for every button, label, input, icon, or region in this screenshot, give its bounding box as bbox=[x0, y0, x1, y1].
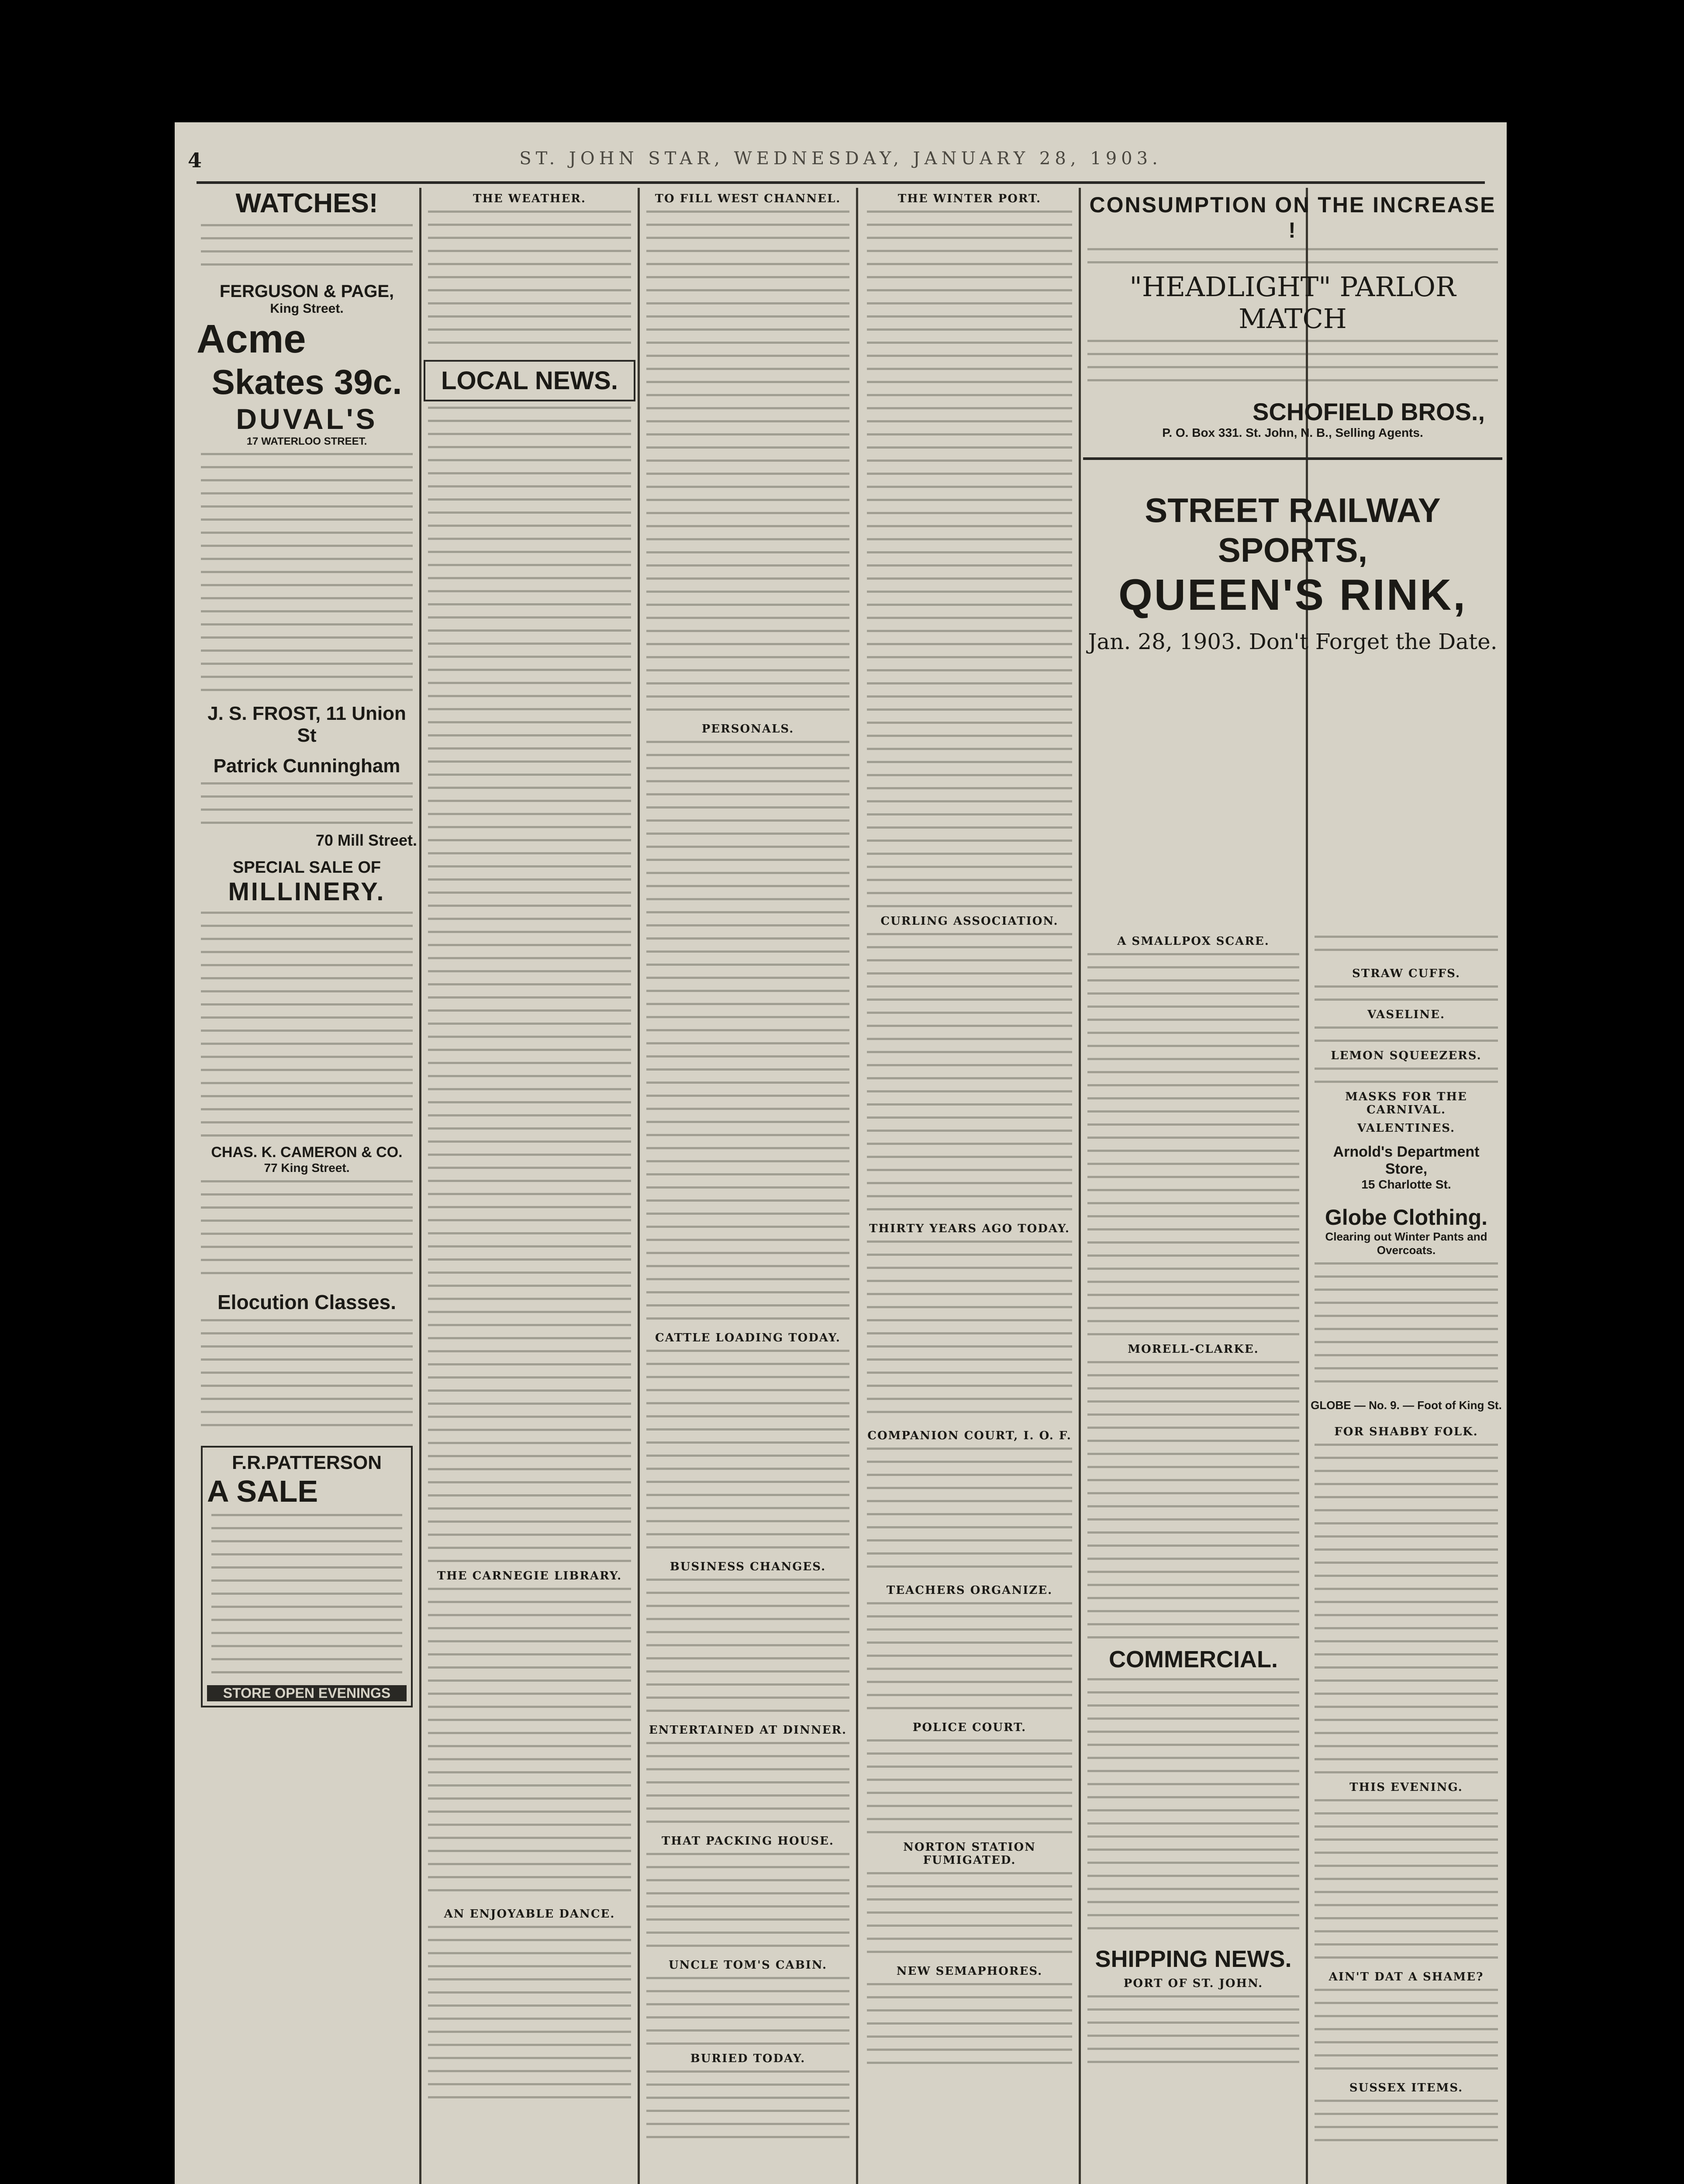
lemon-heading: LEMON SQUEEZERS. bbox=[1331, 1049, 1482, 1062]
dance-heading: AN ENJOYABLE DANCE. bbox=[444, 1908, 615, 1921]
shame-heading: AIN'T DAT A SHAME? bbox=[1329, 1970, 1484, 1984]
text-block bbox=[867, 1448, 1072, 1579]
text-block bbox=[201, 224, 413, 276]
companion-court-heading: COMPANION COURT, I. O. F. bbox=[867, 1429, 1072, 1442]
king-street-label: King Street. bbox=[270, 301, 344, 316]
page-number: 4 bbox=[188, 149, 202, 172]
column-rule bbox=[419, 188, 421, 2184]
street-railway-sports: STREET RAILWAY SPORTS, bbox=[1145, 491, 1441, 569]
text-block bbox=[1087, 1995, 1299, 2065]
valentines-heading: VALENTINES. bbox=[1357, 1122, 1456, 1135]
column-rule bbox=[1079, 188, 1081, 2184]
smallpox-heading: A SMALLPOX SCARE. bbox=[1117, 935, 1270, 948]
ads-column bbox=[197, 188, 417, 2184]
waterloo-address: 17 WATERLOO STREET. bbox=[246, 435, 367, 447]
text-block bbox=[1315, 985, 1498, 1003]
acme-ad: Acme bbox=[197, 317, 306, 361]
watches-ad-title: WATCHES! bbox=[235, 188, 378, 218]
shipping-news-heading: SHIPPING NEWS. bbox=[1095, 1946, 1292, 1972]
ferguson-page-ad: FERGUSON & PAGE, bbox=[219, 282, 394, 301]
column-rule bbox=[856, 188, 858, 2184]
frost-ad: J. S. FROST, 11 Union St bbox=[207, 703, 406, 746]
text-block bbox=[867, 1241, 1072, 1424]
text-block bbox=[867, 933, 1072, 1217]
semaphores-heading: NEW SEMAPHORES. bbox=[896, 1965, 1043, 1978]
text-block bbox=[1087, 340, 1498, 392]
business-heading: BUSINESS CHANGES. bbox=[669, 1560, 826, 1573]
duvals-ad: DUVAL'S bbox=[236, 403, 378, 435]
text-block bbox=[646, 1350, 849, 1555]
news-column-4 bbox=[863, 188, 1077, 2184]
text-block bbox=[428, 1588, 631, 1902]
masthead-rule bbox=[197, 181, 1485, 184]
personals-heading: PERSONALS. bbox=[701, 722, 794, 736]
sussex-heading: SUSSEX ITEMS. bbox=[1349, 2081, 1463, 2094]
norton-heading: NORTON STATION FUMIGATED. bbox=[903, 1841, 1036, 1867]
text-block bbox=[211, 1514, 402, 1680]
local-news-column bbox=[424, 188, 635, 2184]
newspaper-page bbox=[175, 122, 1507, 2184]
text-block bbox=[1315, 1026, 1498, 1044]
text-block bbox=[1315, 1989, 1498, 2076]
carnegie-heading: THE CARNEGIE LIBRARY. bbox=[437, 1569, 622, 1583]
headlight-match-ad: "HEADLIGHT" PARLOR MATCH bbox=[1129, 271, 1456, 335]
text-block bbox=[867, 1602, 1072, 1716]
patterson-ad bbox=[201, 1446, 413, 1707]
vaseline-heading: VASELINE. bbox=[1367, 1008, 1445, 1021]
packing-heading: THAT PACKING HOUSE. bbox=[662, 1835, 834, 1848]
text-block bbox=[201, 782, 413, 826]
news-column-3 bbox=[642, 188, 854, 2184]
text-block bbox=[646, 2070, 849, 2149]
king-street-address: 77 King Street. bbox=[264, 1161, 350, 1175]
commercial-heading: COMMERCIAL. bbox=[1109, 1646, 1278, 1673]
text-block bbox=[646, 1977, 849, 2047]
text-block bbox=[1087, 248, 1498, 266]
text-block bbox=[1315, 2100, 1498, 2152]
text-block bbox=[1315, 1262, 1498, 1393]
text-block bbox=[201, 1319, 413, 1433]
teachers-heading: TEACHERS ORGANIZE. bbox=[886, 1584, 1053, 1597]
text-block bbox=[201, 1180, 413, 1285]
ads-column-6 bbox=[1310, 930, 1502, 2184]
schofield-bros: SCHOFIELD BROS., bbox=[1252, 398, 1485, 425]
queens-rink: QUEEN'S RINK, bbox=[1118, 570, 1467, 619]
store-open-banner: STORE OPEN EVENINGS bbox=[207, 1685, 407, 1701]
text-block bbox=[1315, 1068, 1498, 1085]
text-block bbox=[1315, 936, 1498, 962]
straw-cuffs-heading: STRAW CUFFS. bbox=[1352, 967, 1461, 980]
shabby-heading: FOR SHABBY FOLK. bbox=[1334, 1425, 1478, 1438]
text-block bbox=[646, 1579, 849, 1718]
text-block bbox=[646, 741, 849, 1326]
special-sale-label: SPECIAL SALE OF bbox=[232, 858, 381, 877]
mill-street-address: 70 Mill Street. bbox=[315, 831, 417, 849]
divider bbox=[1083, 457, 1502, 460]
charlotte-address: 15 Charlotte St. bbox=[1361, 1178, 1451, 1191]
event-date: Jan. 28, 1903. Don't Forget the Date. bbox=[1088, 629, 1498, 654]
weather-heading: THE WEATHER. bbox=[473, 192, 586, 205]
text-block bbox=[646, 1853, 849, 1953]
text-block bbox=[1315, 1799, 1498, 1965]
globe-clothing: Globe Clothing. bbox=[1325, 1205, 1488, 1230]
text-block bbox=[867, 1983, 1072, 2070]
text-block bbox=[428, 211, 631, 355]
elocution-ad: Elocution Classes. bbox=[217, 1291, 396, 1313]
text-block bbox=[1315, 1444, 1498, 1776]
text-block bbox=[1087, 953, 1299, 1337]
text-block bbox=[646, 1742, 849, 1829]
text-block bbox=[201, 453, 413, 698]
patterson-name: F.R.PATTERSON bbox=[231, 1452, 382, 1473]
text-block bbox=[1087, 1361, 1299, 1641]
sale-heading: A SALE bbox=[207, 1474, 318, 1508]
skates-price: Skates 39c. bbox=[211, 363, 402, 401]
uncle-tom-heading: UNCLE TOM'S CABIN. bbox=[668, 1959, 827, 1972]
clearing-out: Clearing out Winter Pants and Overcoats. bbox=[1325, 1230, 1487, 1257]
text-block bbox=[867, 1739, 1072, 1835]
selling-agents: P. O. Box 331. St. John, N. B., Selling Agents. bbox=[1162, 426, 1423, 439]
text-block bbox=[867, 1872, 1072, 1959]
masthead: ST. JOHN STAR, WEDNESDAY, JANUARY 28, 1903. bbox=[519, 149, 1162, 169]
police-court-heading: POLICE COURT. bbox=[912, 1721, 1027, 1734]
globe-address: GLOBE — No. 9. — Foot of King St. bbox=[1311, 1399, 1502, 1412]
local-news-heading: LOCAL NEWS. bbox=[424, 360, 635, 401]
morell-clarke-heading: MORELL-CLARKE. bbox=[1128, 1343, 1259, 1356]
curling-heading: CURLING ASSOCIATION. bbox=[880, 915, 1059, 928]
cattle-heading: CATTLE LOADING TODAY. bbox=[655, 1331, 841, 1344]
text-block bbox=[428, 1926, 631, 2101]
column-rule bbox=[638, 188, 640, 2184]
text-block bbox=[646, 211, 849, 717]
channel-heading: TO FILL WEST CHANNEL. bbox=[655, 192, 841, 205]
port-heading: PORT OF ST. JOHN. bbox=[1123, 1977, 1263, 1990]
evening-heading: THIS EVENING. bbox=[1349, 1781, 1463, 1794]
masks-heading: MASKS FOR THE CARNIVAL. bbox=[1345, 1090, 1467, 1116]
cameron-ad: CHAS. K. CAMERON & CO. bbox=[211, 1144, 403, 1161]
thirty-years-heading: THIRTY YEARS AGO TODAY. bbox=[869, 1222, 1070, 1235]
millinery-ad: MILLINERY. bbox=[228, 878, 386, 906]
consumption-ad: CONSUMPTION ON THE INCREASE ! bbox=[1089, 193, 1496, 242]
text-block bbox=[428, 407, 631, 1564]
news-column-5 bbox=[1083, 930, 1304, 2184]
buried-heading: BURIED TODAY. bbox=[690, 2052, 806, 2065]
text-block bbox=[867, 211, 1072, 909]
text-block bbox=[201, 912, 413, 1139]
stock-table bbox=[1087, 1678, 1299, 1940]
top-ads-area bbox=[1083, 188, 1502, 930]
cunningham-ad: Patrick Cunningham bbox=[213, 755, 400, 777]
arnolds-store: Arnold's Department Store, bbox=[1333, 1144, 1480, 1177]
dinner-heading: ENTERTAINED AT DINNER. bbox=[649, 1724, 847, 1737]
winter-port-heading: THE WINTER PORT. bbox=[897, 192, 1042, 205]
